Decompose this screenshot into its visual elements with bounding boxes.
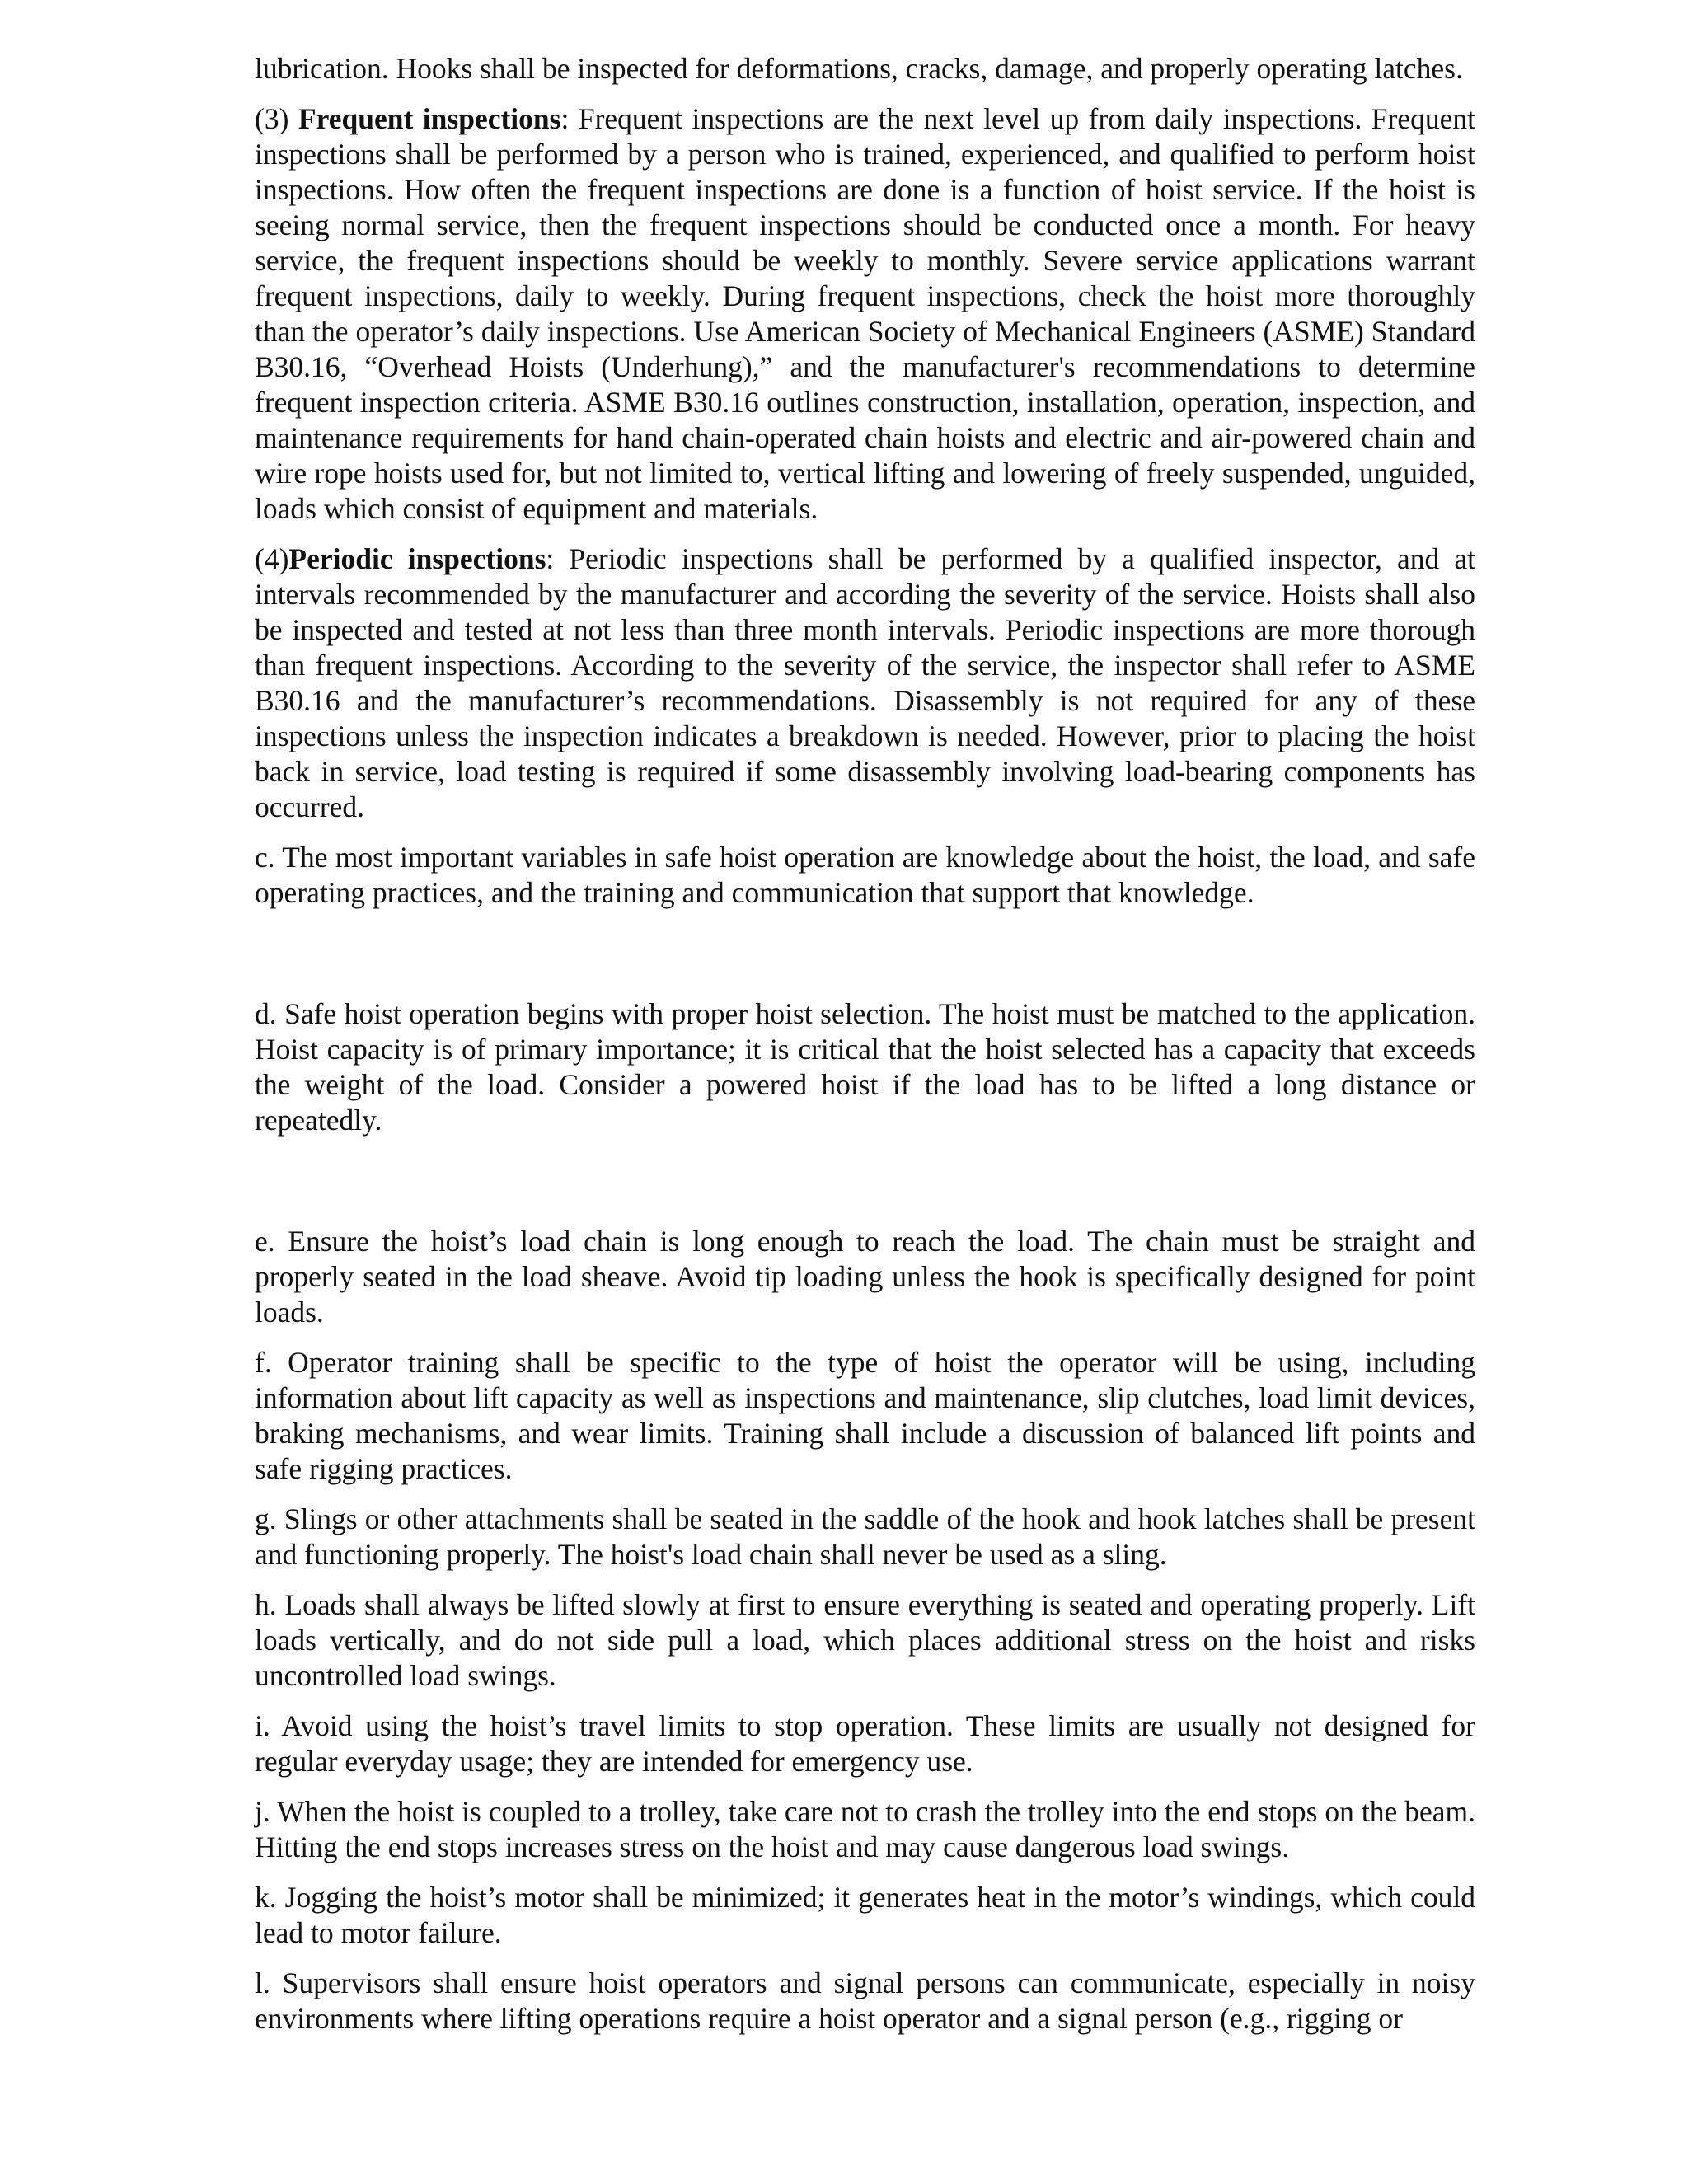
paragraph-lead: Frequent inspections <box>298 102 561 135</box>
paragraph-text: : Frequent inspections are the next level up from daily inspections. Frequent inspections shall be performed by a person who is trained, experienced, and qualified to perform hoist inspections. How often the frequent inspections are done is a function of hoist service. If the hoist is seeing normal service, then the frequent inspections should be conducted once a month. For heavy service, the frequent inspections should be weekly to monthly. Severe service applications warrant frequent inspections, daily to weekly. During frequent inspections, check the hoist more thoroughly than the operator’s daily inspections. Use American Society of Mechanical Engineers (ASME) Standard B30.16, “Overhead Hoists (Underhung),” and the manufacturer's recommendations to determine frequent inspection criteria. ASME B30.16 outlines construction, installation, operation, inspection, and maintenance requirements for hand chain-operated chain hoists and electric and air-powered chain and wire rope hoists used for, but not limited to, vertical lifting and lowering of freely suspended, unguided, loads which consist of equipment and materials. <box>255 102 1475 525</box>
paragraph-text: i. Avoid using the hoist’s travel limits to stop operation. These limits are usually not designed for regular everyday usage; they are intended for emergency use. <box>255 1709 1475 1778</box>
paragraph-periodic-inspections <box>255 541 1475 825</box>
paragraph-text: lubrication. Hooks shall be inspected for deformations, cracks, damage, and properly operating latches. <box>255 52 1463 85</box>
paragraph-j <box>255 1794 1475 1865</box>
paragraph-g <box>255 1502 1475 1572</box>
paragraph-hook-inspection <box>255 51 1475 87</box>
paragraph-text: d. Safe hoist operation begins with proper hoist selection. The hoist must be matched to the application. Hoist capacity is of primary importance; it is critical that the hoist selected has a capacity that exceeds the weight of the load. Consider a powered hoist if the load has to be lifted a long distance or repeatedly. <box>255 997 1475 1137</box>
paragraph-c <box>255 840 1475 911</box>
paragraph-text: h. Loads shall always be lifted slowly at first to ensure everything is seated and operating properly. Lift loads vertically, and do not side pull a load, which places additional stress on the hoist and risks uncontrolled load swings. <box>255 1588 1475 1692</box>
paragraph-text: : Periodic inspections shall be performed by a qualified inspector, and at intervals recommended by the manufacturer and according the severity of the service. Hoists shall also be inspected and tested at not less than three month intervals. Periodic inspections are more thorough than frequent inspections. According to the severity of the service, the inspector shall refer to ASME B30.16 and the manufacturer’s recommendations. Disassembly is not required for any of these inspections unless the inspection indicates a breakdown is needed. However, prior to placing the hoist back in service, load testing is required if some disassembly involving load-bearing components has occurred. <box>255 542 1475 823</box>
paragraph-text: g. Slings or other attachments shall be seated in the saddle of the hook and hook latches shall be present and functioning properly. The hoist's load chain shall never be used as a sling. <box>255 1502 1475 1571</box>
paragraph-text: k. Jogging the hoist’s motor shall be minimized; it generates heat in the motor’s windings, which could lead to motor failure. <box>255 1881 1475 1949</box>
paragraph-text: j. When the hoist is coupled to a trolley, take care not to crash the trolley into the end stops on the beam. Hitting the end stops increases stress on the hoist and may cause dangerous load swings. <box>255 1795 1475 1863</box>
paragraph-text: f. Operator training shall be specific to the type of hoist the operator will be using, including information about lift capacity as well as inspections and maintenance, slip clutches, load limit devices, braking mechanisms, and wear limits. Training shall include a discussion of balanced lift points and safe rigging practices. <box>255 1346 1475 1485</box>
document-page <box>255 51 1475 2051</box>
paragraph-i <box>255 1708 1475 1779</box>
paragraph-prefix: (4) <box>255 542 289 575</box>
paragraph-text: l. Supervisors shall ensure hoist operators and signal persons can communicate, especially in noisy environments where lifting operations require a hoist operator and a signal person (e.g., rigging or <box>255 1966 1475 2035</box>
paragraph-frequent-inspections <box>255 101 1475 527</box>
paragraph-k <box>255 1880 1475 1951</box>
paragraph-lead: Periodic inspections <box>288 542 546 575</box>
paragraph-text: c. The most important variables in safe hoist operation are knowledge about the hoist, the load, and safe operating practices, and the training and communication that support that knowledge. <box>255 841 1475 909</box>
paragraph-text: e. Ensure the hoist’s load chain is long enough to reach the load. The chain must be straight and properly seated in the load sheave. Avoid tip loading unless the hook is specifically designed for point loads. <box>255 1225 1475 1329</box>
paragraph-l <box>255 1966 1475 2036</box>
paragraph-f <box>255 1345 1475 1487</box>
paragraph-e <box>255 1224 1475 1330</box>
paragraph-d <box>255 996 1475 1138</box>
paragraph-prefix: (3) <box>255 102 298 135</box>
paragraph-h <box>255 1587 1475 1694</box>
